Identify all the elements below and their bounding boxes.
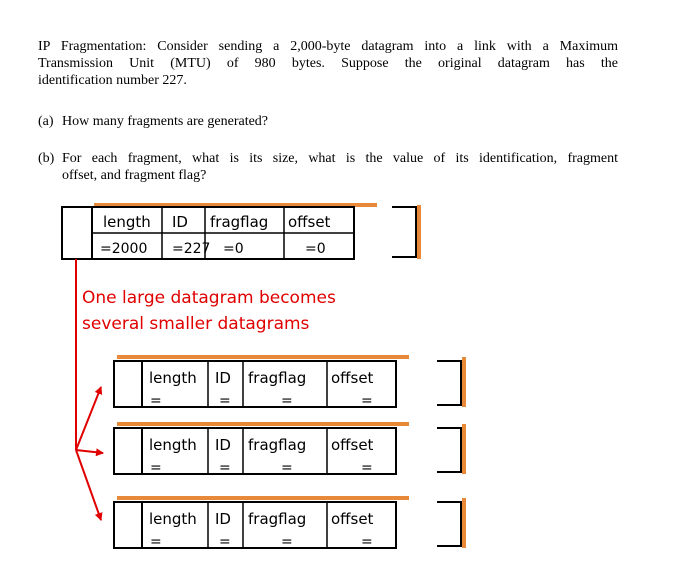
fragment-1-offset: = xyxy=(361,393,373,409)
fragment-2-id: = xyxy=(219,460,231,476)
fragment-2-fragflag: = xyxy=(281,460,293,476)
original-offset: =0 xyxy=(305,241,326,257)
fragment-2-offset: = xyxy=(361,460,373,476)
question-line-3: identification number 227. xyxy=(38,73,187,88)
fragment-left-block xyxy=(114,502,142,548)
fragment-2 xyxy=(114,422,466,476)
header-length: length xyxy=(149,369,197,387)
caption-line-2: several smaller datagrams xyxy=(82,314,310,334)
part-a-text: How many fragments are generated? xyxy=(62,114,269,129)
fragment-3-fragflag: = xyxy=(281,534,293,550)
header-length: length xyxy=(149,436,197,454)
fragment-left-block xyxy=(114,361,142,407)
header-fragflag: fragflag xyxy=(248,436,307,454)
header-fragflag: fragflag xyxy=(210,213,269,231)
datagram-right-bracket xyxy=(392,207,416,257)
fragment-1-id: = xyxy=(219,393,231,409)
header-fragflag: fragflag xyxy=(248,369,307,387)
header-offset: offset xyxy=(331,436,374,454)
fragment-2-length: = xyxy=(150,460,162,476)
header-offset: offset xyxy=(331,369,374,387)
fragment-right-bracket xyxy=(437,361,461,405)
fragment-1 xyxy=(114,355,466,409)
fragment-3-length: = xyxy=(150,534,162,550)
header-length: length xyxy=(149,510,197,528)
original-fragflag: =0 xyxy=(223,241,244,257)
header-fragflag: fragflag xyxy=(248,510,307,528)
part-b-label: (b) xyxy=(38,151,55,166)
arrow-to-fragment-2 xyxy=(76,450,103,453)
header-id: ID xyxy=(215,369,231,387)
part-b-line-2: offset, and fragment flag? xyxy=(62,168,207,183)
question-line-1: IP Fragmentation: Consider sending a 2,000-byte datagram into a link with a Maximum xyxy=(38,39,618,54)
part-b-line-1: For each fragment, what is its size, what is the value of its identification, fragment xyxy=(62,151,618,166)
caption-line-1: One large datagram becomes xyxy=(82,288,336,308)
original-length: =2000 xyxy=(100,241,148,257)
fragment-right-bracket xyxy=(437,502,461,546)
header-offset: offset xyxy=(331,510,374,528)
fragment-1-length: = xyxy=(150,393,162,409)
question-line-2: Transmission Unit (MTU) of 980 bytes. Suppose the original datagram has the xyxy=(38,56,618,71)
fragment-left-block xyxy=(114,428,142,474)
fragment-right-bracket xyxy=(437,428,461,472)
original-datagram xyxy=(62,203,421,259)
fragment-3-offset: = xyxy=(361,534,373,550)
header-offset: offset xyxy=(288,213,331,231)
fragment-3 xyxy=(114,496,466,550)
original-id: =227 xyxy=(172,241,211,257)
header-id: ID xyxy=(215,510,231,528)
header-id: ID xyxy=(172,213,188,231)
datagram-left-block xyxy=(62,207,92,259)
part-a-label: (a) xyxy=(38,114,54,129)
fragment-3-id: = xyxy=(219,534,231,550)
header-length: length xyxy=(103,213,151,231)
fragment-1-fragflag: = xyxy=(281,393,293,409)
arrow-to-fragment-1 xyxy=(76,387,101,450)
header-id: ID xyxy=(215,436,231,454)
arrow-to-fragment-3 xyxy=(76,450,101,520)
